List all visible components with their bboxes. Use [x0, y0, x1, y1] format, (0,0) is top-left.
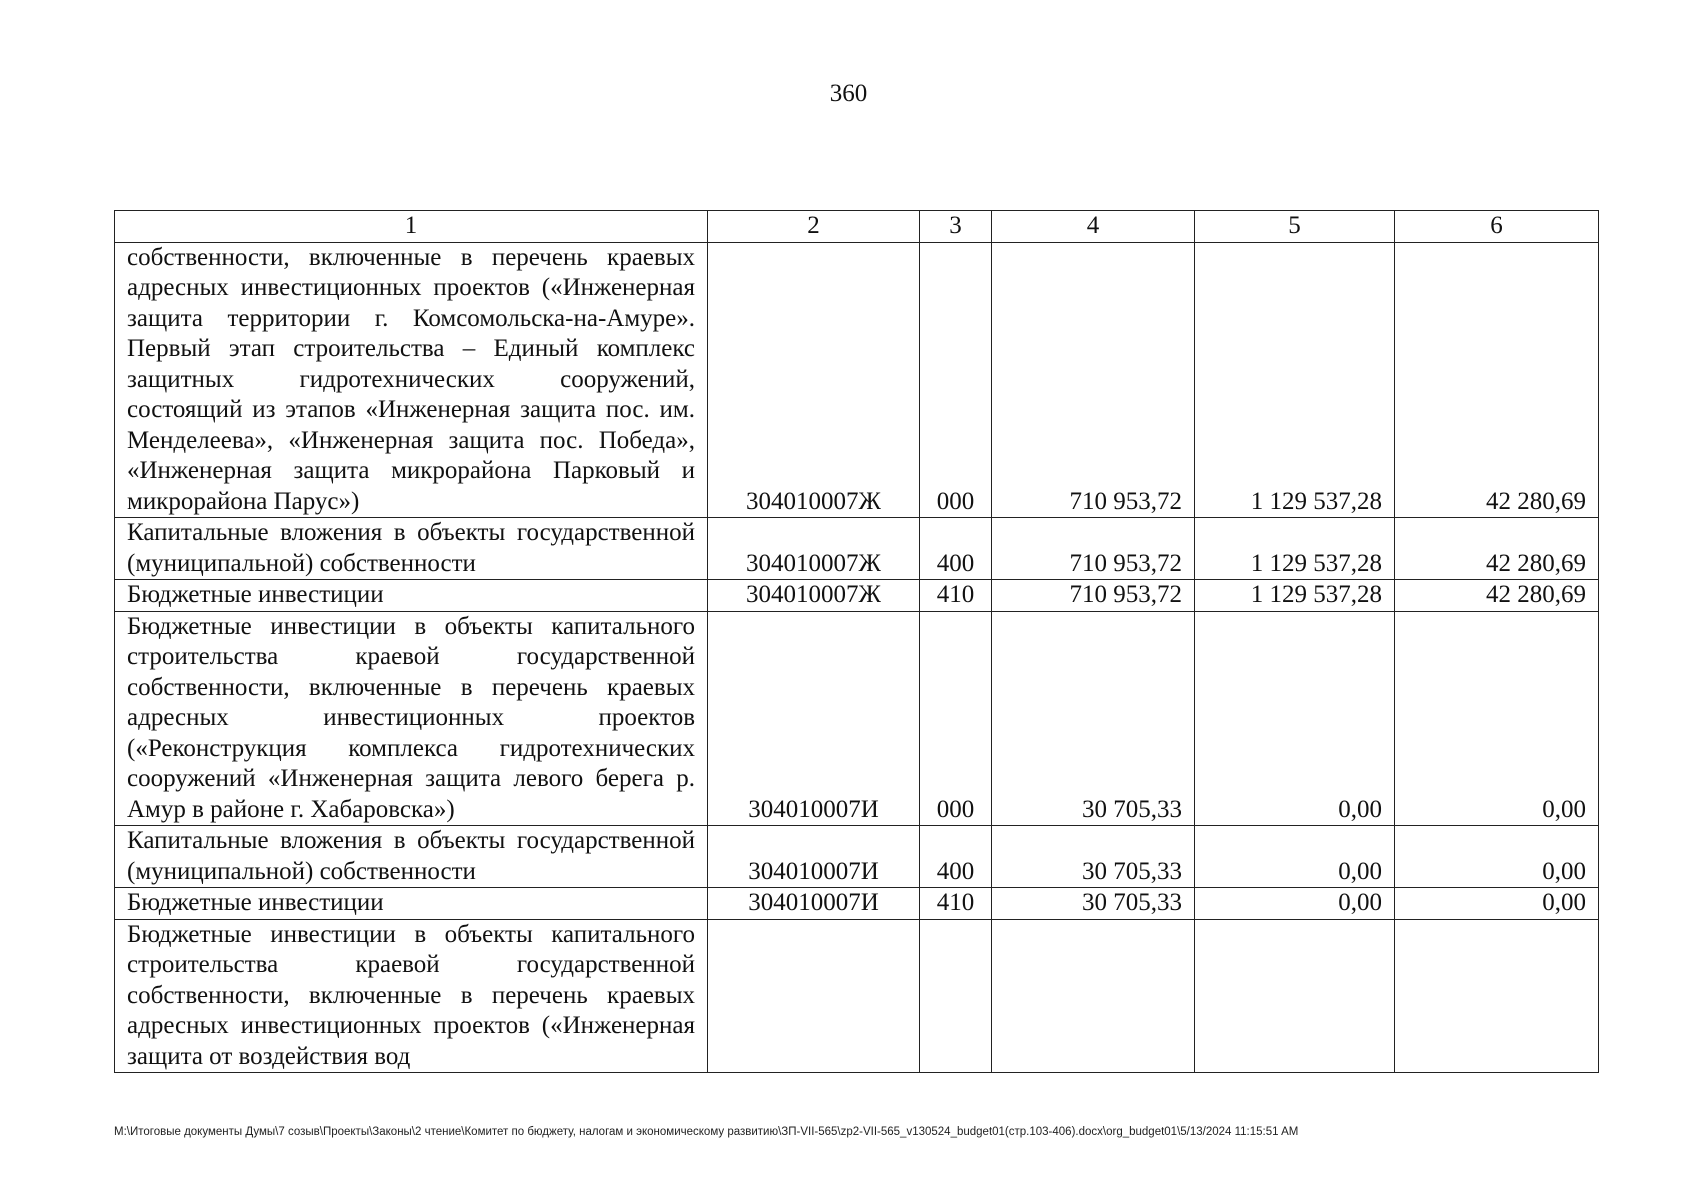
row-amount-col5: 0,00: [1195, 888, 1395, 920]
column-header-5: 5: [1195, 211, 1395, 243]
row-amount-col5: [1195, 919, 1395, 1073]
column-number-row: [115, 211, 1599, 243]
row-amount-col6: 42 280,69: [1395, 242, 1599, 518]
table-row: [115, 888, 1599, 920]
table-row: [115, 580, 1599, 612]
row-name: Бюджетные инвестиции: [115, 888, 708, 920]
row-amount-col6: 42 280,69: [1395, 580, 1599, 612]
row-expense-type: 410: [920, 888, 992, 920]
row-target-code: [708, 919, 920, 1073]
row-amount-col4: 710 953,72: [992, 580, 1195, 612]
row-amount-col4: 30 705,33: [992, 611, 1195, 826]
table-row: [115, 826, 1599, 888]
row-target-code: 304010007Ж: [708, 580, 920, 612]
row-expense-type: 410: [920, 580, 992, 612]
table-row: [115, 611, 1599, 826]
row-amount-col6: [1395, 919, 1599, 1073]
row-amount-col5: 0,00: [1195, 826, 1395, 888]
column-header-1: 1: [115, 211, 708, 243]
row-expense-type: [920, 919, 992, 1073]
row-name: Капитальные вложения в объекты государственной (муниципальной) собственности: [115, 826, 708, 888]
column-header-3: 3: [920, 211, 992, 243]
table-row: [115, 919, 1599, 1073]
row-target-code: 304010007Ж: [708, 518, 920, 580]
row-name: Бюджетные инвестиции: [115, 580, 708, 612]
row-expense-type: 000: [920, 611, 992, 826]
column-header-6: 6: [1395, 211, 1599, 243]
row-amount-col5: 1 129 537,28: [1195, 242, 1395, 518]
row-target-code: 304010007И: [708, 888, 920, 920]
row-expense-type: 400: [920, 518, 992, 580]
row-amount-col6: 0,00: [1395, 826, 1599, 888]
row-amount-col4: [992, 919, 1195, 1073]
row-amount-col5: 0,00: [1195, 611, 1395, 826]
column-header-4: 4: [992, 211, 1195, 243]
page-number: 360: [829, 80, 868, 107]
row-amount-col6: 42 280,69: [1395, 518, 1599, 580]
row-amount-col4: 30 705,33: [992, 826, 1195, 888]
row-expense-type: 400: [920, 826, 992, 888]
row-target-code: 304010007Ж: [708, 242, 920, 518]
row-amount-col6: 0,00: [1395, 611, 1599, 826]
row-amount-col5: 1 129 537,28: [1195, 518, 1395, 580]
row-name: Бюджетные инвестиции в объекты капитального строительства краевой государственной собственности, включенные в перечень краевых адресных инвестиционных проектов («Реконструкция комплекса гидротехнических сооружений «Инженерная защита левого берега р. Амур в районе г. Хабаровска»): [115, 611, 708, 826]
row-amount-col6: 0,00: [1395, 888, 1599, 920]
row-target-code: 304010007И: [708, 611, 920, 826]
table-row: [115, 242, 1599, 518]
row-name: Капитальные вложения в объекты государственной (муниципальной) собственности: [115, 518, 708, 580]
document-path-footer: M:\Итоговые документы Думы\7 созыв\Проекты\Законы\2 чтение\Комитет по бюджету, налогам и экономическому развитию\ЗП-VII-565\zp2-VII-565_v130524_budget01(стр.103-406).docx\org_budget01\5/13/2024 11:15:51 AM: [114, 1126, 1299, 1138]
row-amount-col5: 1 129 537,28: [1195, 580, 1395, 612]
row-expense-type: 000: [920, 242, 992, 518]
column-header-2: 2: [708, 211, 920, 243]
row-target-code: 304010007И: [708, 826, 920, 888]
row-amount-col4: 710 953,72: [992, 242, 1195, 518]
row-name: Бюджетные инвестиции в объекты капитального строительства краевой государственной собственности, включенные в перечень краевых адресных инвестиционных проектов («Инженерная защита от воздействия вод: [115, 919, 708, 1073]
row-amount-col4: 710 953,72: [992, 518, 1195, 580]
budget-table: [114, 210, 1599, 1073]
table-row: [115, 518, 1599, 580]
row-amount-col4: 30 705,33: [992, 888, 1195, 920]
row-name: собственности, включенные в перечень краевых адресных инвестиционных проектов («Инженерная защита территории г. Комсомольска-на-Амуре». Первый этап строительства – Единый комплекс защитных гидротехнических сооружений, состоящий из этапов «Инженерная защита пос. им. Менделеева», «Инженерная защита пос. Победа», «Инженерная защита микрорайона Парковый и микрорайона Парус»): [115, 242, 708, 518]
